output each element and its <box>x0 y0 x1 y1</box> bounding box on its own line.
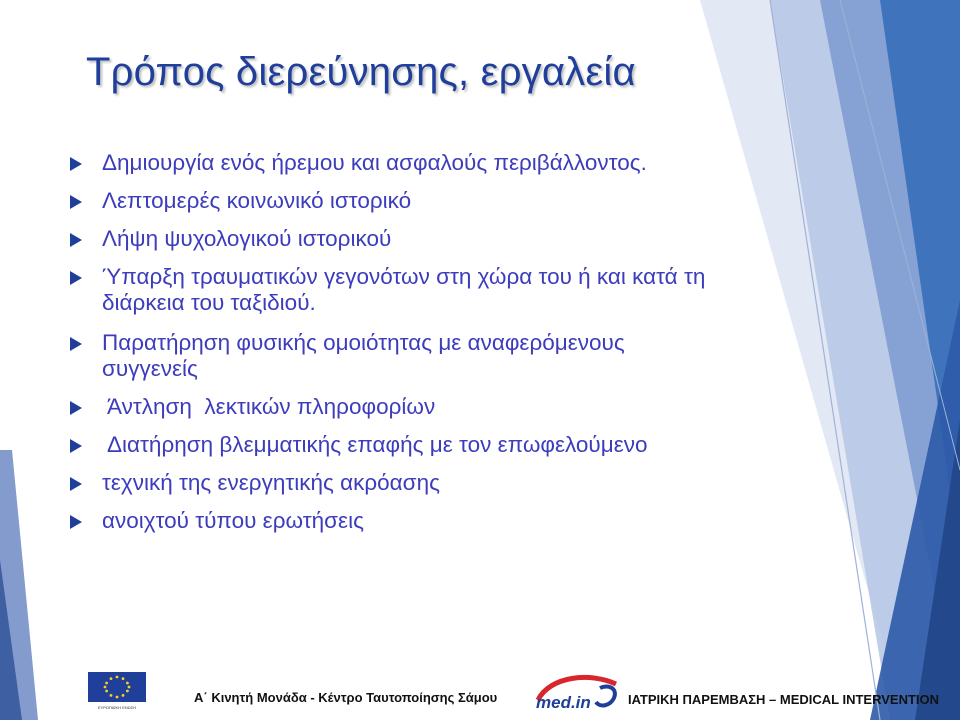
list-item <box>66 394 746 420</box>
list-item <box>66 226 746 252</box>
list-item <box>66 188 746 214</box>
medin-logo <box>530 670 622 716</box>
bullet-text: ανοιχτού τύπου ερωτήσεις <box>102 508 364 533</box>
medin-logo-arc <box>596 686 615 705</box>
bullet-arrow-icon <box>70 337 82 351</box>
bullet-text: Λήψη ψυχολογικού ιστορικού <box>102 226 392 251</box>
footer-right-text: ΙΑΤΡΙΚΗ ΠΑΡΕΜΒΑΣΗ – MEDICAL INTERVENTION <box>628 692 940 707</box>
bullet-arrow-icon <box>70 439 82 453</box>
bullet-text: Παρατήρηση φυσικής ομοιότητας με αναφερόμενους συγγενείς <box>102 330 625 381</box>
medin-logo-text: med.in <box>536 693 591 712</box>
eu-flag-logo <box>88 672 146 712</box>
bullet-arrow-icon <box>70 271 82 285</box>
bullet-arrow-icon <box>70 401 82 415</box>
list-item <box>66 150 746 176</box>
bullet-list <box>66 150 746 546</box>
bullet-text: Άντληση λεκτικών πληροφορίων <box>102 394 436 419</box>
list-item <box>66 330 702 382</box>
bullet-text: Ύπαρξη τραυματικών γεγονότων στη χώρα του ή και κατά τη διάρκεια του ταξιδιού. <box>102 264 706 315</box>
slide-title: Τρόπος διερεύνησης, εργαλεία <box>86 50 636 94</box>
bullet-arrow-icon <box>70 195 82 209</box>
bullet-arrow-icon <box>70 233 82 247</box>
bullet-text: Δημιουργία ενός ήρεμου και ασφαλούς περιβάλλοντος. <box>102 150 647 175</box>
bullet-text: Διατήρηση βλεμματικής επαφής με τον επωφελούμενο <box>102 432 648 457</box>
bullet-text: Λεπτομερές κοινωνικό ιστορικό <box>102 188 412 213</box>
list-item <box>66 264 746 316</box>
list-item <box>66 432 746 458</box>
eu-logo-caption: ΕΥΡΩΠΑΪΚΗ ΕΝΩΣΗ <box>97 705 137 710</box>
footer-center-text: Α΄ Κινητή Μονάδα - Κέντρο Ταυτοποίησης Σάμου <box>194 690 498 705</box>
bullet-arrow-icon <box>70 515 82 529</box>
list-item <box>66 508 746 534</box>
bullet-arrow-icon <box>70 157 82 171</box>
list-item <box>66 470 746 496</box>
bullet-text: τεχνική της ενεργητικής ακρόασης <box>102 470 440 495</box>
bullet-arrow-icon <box>70 477 82 491</box>
